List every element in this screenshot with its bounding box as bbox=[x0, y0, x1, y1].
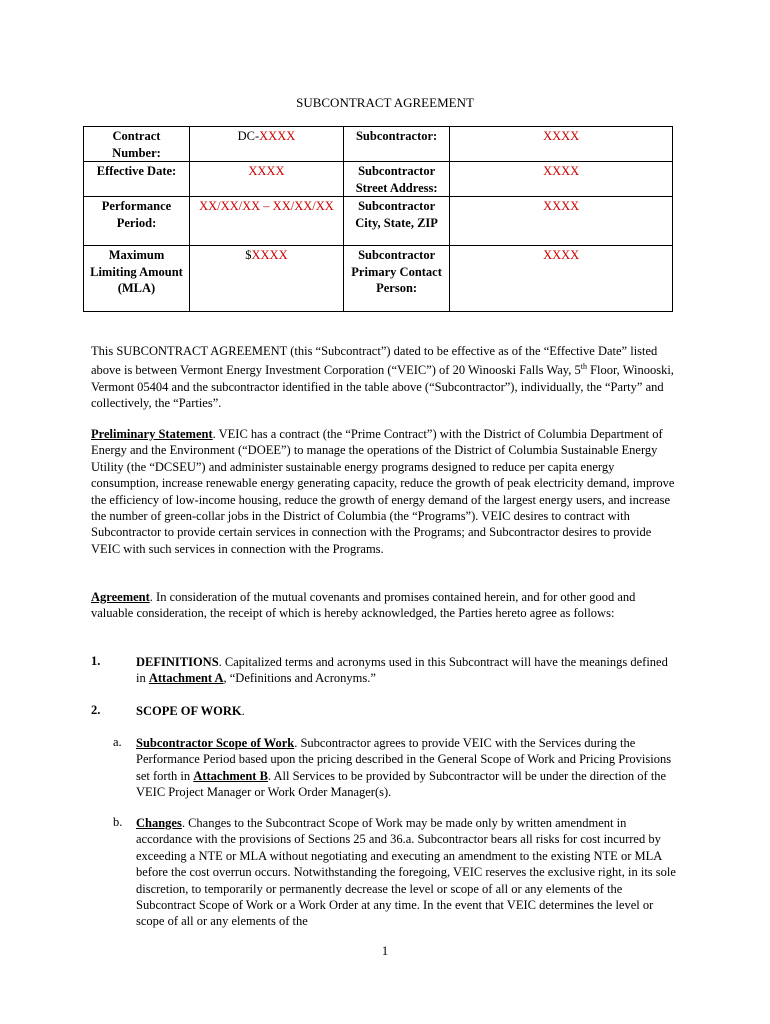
agreement-paragraph bbox=[91, 589, 677, 622]
section-1-number: 1. bbox=[91, 654, 101, 668]
performance-period-label: Performance Period: bbox=[84, 197, 190, 246]
contract-number-value: XXXX bbox=[259, 129, 296, 143]
intro-paragraph bbox=[91, 343, 677, 412]
street-address-value: XXXX bbox=[450, 162, 673, 197]
effective-date-value: XXXX bbox=[189, 162, 343, 197]
contract-number-label: Contract Number: bbox=[84, 127, 190, 162]
section-1-definitions bbox=[136, 654, 676, 687]
table-row bbox=[84, 197, 673, 246]
subcontractor-label: Subcontractor: bbox=[343, 127, 449, 162]
item-a-paragraph bbox=[136, 735, 676, 801]
effective-date-label: Effective Date: bbox=[84, 162, 190, 197]
street-address-label: Subcontractor Street Address: bbox=[343, 162, 449, 197]
attachment-b-reference: Attachment B bbox=[193, 768, 268, 783]
section-2-scope-of-work bbox=[136, 703, 676, 719]
item-b-heading: Changes bbox=[136, 816, 182, 830]
mla-prefix: $ bbox=[245, 248, 252, 262]
item-b-text: . Changes to the Subcontract Scope of Work may be made only by written amendment in accordance with the provisions of Sections 25 and 36.a. Subcontractor bears all risks for cost incurred by exceeding a NTE or MLA without negotiating and executing an amendment to the existing NTE or MLA before the cost overrun occurs. Notwithstanding the foregoing, VEIC reserves the exclusive right, in its sole discretion, to temporarily or permanently decrease the level or scope of all or any elements of the Subcontract Scope of Work or a Work Order at any time. In the event that VEIC determines the level or scope of all or any elements of the bbox=[136, 816, 676, 929]
item-a-heading: Subcontractor Scope of Work bbox=[136, 736, 295, 750]
preliminary-heading: Preliminary Statement bbox=[91, 427, 213, 441]
intro-text-continued: Floor, Winooski, Vermont 05404 and the subcontractor identified in the table above (“Subcontractor”), individually, the “Party” and collectively, the “Parties”. bbox=[91, 363, 674, 411]
mla-value: XXXX bbox=[251, 248, 288, 262]
table-row bbox=[84, 162, 673, 197]
contract-number-cell bbox=[189, 127, 343, 162]
agreement-text: . In consideration of the mutual covenants and promises contained herein, and for other good and valuable consideration, the receipt of which is hereby acknowledged, the Parties hereto agree as follows: bbox=[91, 590, 636, 621]
subcontractor-value: XXXX bbox=[450, 127, 673, 162]
agreement-heading: Agreement bbox=[91, 590, 150, 604]
mla-cell bbox=[189, 246, 343, 312]
primary-contact-value: XXXX bbox=[450, 246, 673, 312]
city-state-zip-label: Subcontractor City, State, ZIP bbox=[343, 197, 449, 246]
page-number: 1 bbox=[381, 944, 389, 958]
item-a-text-continued: . All Services to be provided by Subcontractor will be under the direction of the VEIC Project Manager or Work Order Manager(s). bbox=[136, 768, 667, 800]
contract-info-table bbox=[83, 126, 673, 312]
item-b-paragraph bbox=[136, 815, 676, 930]
table-row bbox=[84, 246, 673, 312]
contract-number-prefix: DC- bbox=[237, 129, 260, 143]
primary-contact-label: Subcontractor Primary Contact Person: bbox=[343, 246, 449, 312]
performance-period-value: XX/XX/XX – XX/XX/XX bbox=[189, 197, 343, 246]
preliminary-statement bbox=[91, 426, 677, 557]
section-1-text-continued: , “Definitions and Acronyms.” bbox=[223, 671, 376, 686]
intro-superscript: th bbox=[580, 362, 587, 372]
section-2-number: 2. bbox=[91, 703, 101, 717]
intro-text: This SUBCONTRACT AGREEMENT (this “Subcontract”) dated to be effective as of the “Effective Date” listed above is between Vermont Energy Investment Corporation (“VEIC”) of 20 Winooski Falls Way, 5 bbox=[91, 344, 658, 378]
page-title: SUBCONTRACT AGREEMENT bbox=[296, 95, 474, 110]
attachment-a-reference: Attachment A bbox=[148, 671, 224, 686]
section-1-heading: DEFINITIONS bbox=[136, 655, 219, 669]
mla-label: Maximum Limiting Amount (MLA) bbox=[84, 246, 190, 312]
section-1-text: . Capitalized terms and acronyms used in this Subcontract will have the meanings defined in bbox=[136, 655, 668, 686]
item-a-letter: a. bbox=[113, 735, 122, 749]
table-row bbox=[84, 127, 673, 162]
section-2-heading-suffix: . bbox=[241, 704, 245, 718]
section-2-heading: SCOPE OF WORK bbox=[136, 704, 242, 718]
city-state-zip-value: XXXX bbox=[450, 197, 673, 246]
item-a-text: . Subcontractor agrees to provide VEIC with the Services during the Performance Period based upon the pricing described in the General Scope of Work and Pricing Provisions set forth in bbox=[136, 736, 672, 783]
item-b-letter: b. bbox=[113, 815, 123, 829]
preliminary-text: . VEIC has a contract (the “Prime Contract”) with the District of Columbia Department of Energy and the Environment (“DOEE”) to manage the operations of the District of Columbia Sustainable Energy Utility (the “DCSEU”) and administer sustainable energy programs designed to reduce per capita energy consumption, increase renewable energy generating capacity, reduce the growth of peak electricity demand, improve the efficiency of low-income housing, reduce the growth of energy demand of the largest energy users, and increase the number of green-collar jobs in the District of Columbia (the “Programs”). VEIC desires to contract with Subcontractor to provide certain services in connection with the Programs; and Subcontractor desires to provide VEIC with such services in connection with the Programs. bbox=[91, 427, 675, 556]
